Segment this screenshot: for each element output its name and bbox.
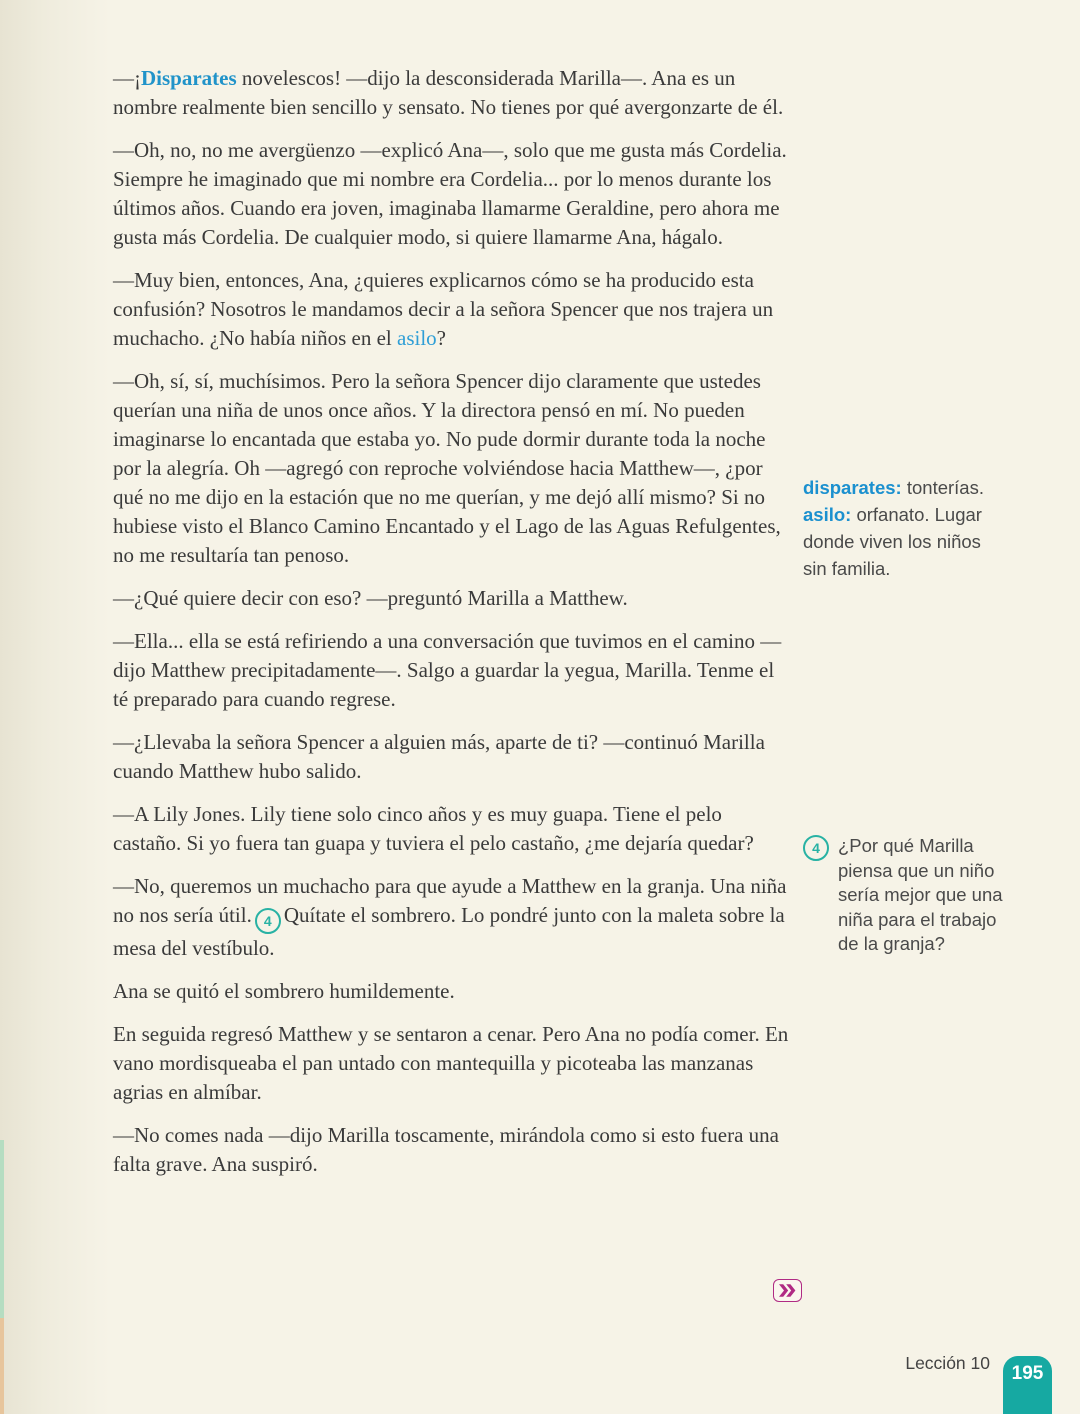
paragraph <box>113 136 791 252</box>
paragraph <box>113 627 791 714</box>
question-number-badge <box>803 835 829 861</box>
page-number: 195 <box>1011 1363 1044 1384</box>
paragraph-text: ? <box>436 326 446 350</box>
paragraph-text: —Oh, sí, sí, muchísimos. Pero la señora Spencer dijo claramente que ustedes querían una niña de unos once años. Y la directora pensó en mí. No pueden imaginarse lo encantada que estaba yo. No pude dormir durante toda la noche por la alegría. Oh —agregó con reproche volviéndose hacia Matthew—, ¿por qué no me dijo en la estación que no me querían, y me dejó allí mismo? Si no hubiese visto el Blanco Camino Encantado y el Lago de las Aguas Refulgentes, no me resultaría tan penoso. <box>113 369 781 567</box>
paragraph <box>113 728 791 786</box>
paragraph <box>113 64 791 122</box>
glossary-term: disparates: <box>803 477 902 498</box>
glossary-definition: tonterías. <box>901 477 984 498</box>
paragraph-text: —A Lily Jones. Lily tiene solo cinco años y es muy guapa. Tiene el pelo castaño. Si yo fuera tan guapa y tuviera el pelo castaño, ¿me dejaría quedar? <box>113 802 754 855</box>
comprehension-question <box>803 834 1018 957</box>
paragraph-text: —¡ <box>113 66 141 90</box>
paragraph-text: —Ella... ella se está refiriendo a una conversación que tuvimos en el camino —dijo Matthew precipitadamente—. Salgo a guardar la yegua, Marilla. Tenme el té preparado para cuando regrese. <box>113 629 782 711</box>
paragraph-text: —No, queremos un muchacho para que ayude a Matthew en la granja. Una niña no nos sería útil. <box>113 874 787 927</box>
question-text: ¿Por qué Marilla piensa que un niño sería mejor que una niña para el trabajo de la granja? <box>838 835 1003 954</box>
glossary-term-highlight: Disparates <box>141 66 237 90</box>
glossary-entry <box>803 501 1008 582</box>
paragraph-text: novelescos! —dijo la desconsiderada Marilla—. Ana es un nombre realmente bien sencillo y sensato. No tienes por qué avergonzarte de él. <box>113 66 784 119</box>
paragraph-text: —Muy bien, entonces, Ana, ¿quieres explicarnos cómo se ha producido esta confusión? Nosotros le mandamos decir a la señora Spencer que nos trajera un muchacho. ¿No había niños en el <box>113 268 774 350</box>
page-number-tab <box>1003 1356 1052 1414</box>
lesson-label: Lección 10 <box>905 1353 990 1373</box>
paragraph <box>113 1020 791 1107</box>
glossary-entry <box>803 474 1008 501</box>
glossary <box>803 474 1008 582</box>
paragraph <box>113 872 791 963</box>
double-chevron-right-icon <box>778 1283 797 1298</box>
glossary-term-highlight: asilo <box>397 326 437 350</box>
paragraph-text: Quítate el sombrero. Lo pondré junto con la maleta sobre la mesa del vestíbulo. <box>113 903 785 960</box>
page-edge-shading <box>0 0 110 1414</box>
paragraph-text: En seguida regresó Matthew y se sentaron a cenar. Pero Ana no podía comer. En vano mordisqueaba el pan untado con mantequilla y picoteaba las manzanas agrias en almíbar. <box>113 1022 789 1104</box>
paragraph <box>113 584 791 613</box>
paragraph <box>113 266 791 353</box>
paragraph <box>113 1121 791 1179</box>
paragraph-text: —¿Qué quiere decir con eso? —preguntó Marilla a Matthew. <box>113 586 628 610</box>
paragraph-text: —Oh, no, no me avergüenzo —explicó Ana—, solo que me gusta más Cordelia. Siempre he imaginado que mi nombre era Cordelia... por lo menos durante los últimos años. Cuando era joven, imaginaba llamarme Geraldine, pero ahora me gusta más Cordelia. De cualquier modo, si quiere llamarme Ana, hágalo. <box>113 138 787 249</box>
paragraph-text: Ana se quitó el sombrero humildemente. <box>113 979 455 1003</box>
paragraph-text: —No comes nada —dijo Marilla toscamente, mirándola como si esto fuera una falta grave. Ana suspiró. <box>113 1123 779 1176</box>
inline-question-marker[interactable]: 4 <box>255 908 281 934</box>
paragraph <box>113 977 791 1006</box>
question-number: 4 <box>812 839 820 856</box>
glossary-term: asilo: <box>803 504 852 525</box>
fast-forward-button[interactable] <box>773 1279 802 1302</box>
reading-text-column <box>113 64 791 1193</box>
paragraph <box>113 367 791 570</box>
paragraph-text: —¿Llevaba la señora Spencer a alguien más, aparte de ti? —continuó Marilla cuando Matthew hubo salido. <box>113 730 765 783</box>
next-page-edge-tan <box>0 1318 4 1414</box>
paragraph <box>113 800 791 858</box>
next-page-edge-mint <box>0 1140 4 1318</box>
glossary-definition: orfanato. Lugar donde viven los niños sin familia. <box>803 504 982 579</box>
